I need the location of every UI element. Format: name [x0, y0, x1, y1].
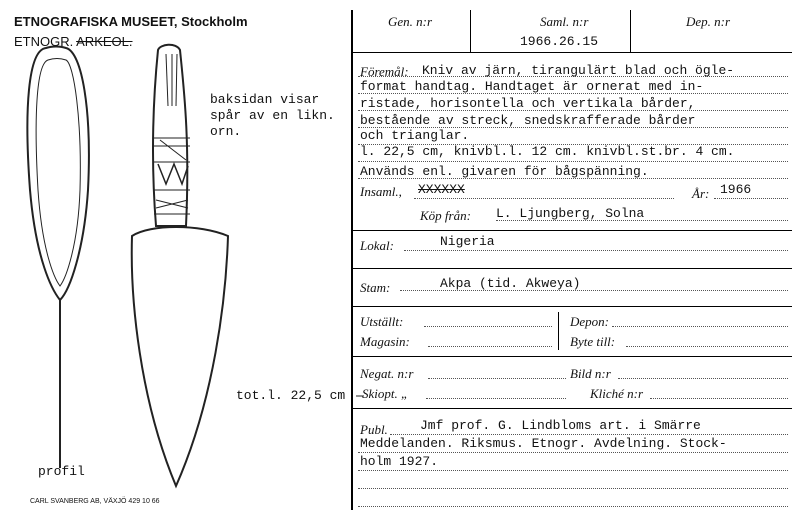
- foremal-line-4: bestående av streck, snedskrafferade bårder: [360, 113, 696, 128]
- department-prefix: ETNOGR.: [14, 34, 74, 49]
- depon-label: Depon:: [570, 314, 609, 329]
- back-note-line-1: baksidan visar: [210, 92, 320, 107]
- ar-value: 1966: [720, 182, 752, 197]
- back-note-line-2: spår av en likn.: [210, 108, 335, 123]
- header-bottom-rule: [352, 52, 792, 53]
- foremal-label: Föremål:: [360, 64, 409, 79]
- profile-loop: [27, 47, 88, 301]
- insaml-label: Insaml.,: [360, 184, 402, 199]
- publ-label: Publ.: [360, 422, 388, 437]
- profile-loop-inner: [36, 59, 80, 287]
- publ-line-1: Jmf prof. G. Lindbloms art. i Smärre: [420, 418, 701, 433]
- header-divider-1: [470, 10, 471, 52]
- ar-label: År:: [692, 186, 710, 201]
- kop-label: Köp från:: [420, 208, 471, 223]
- total-length-note: tot.l. 22,5 cm: [236, 388, 346, 403]
- kop-value: L. Ljungberg, Solna: [496, 206, 645, 221]
- storage-divider: [558, 312, 559, 350]
- skiopt-label: Skiopt. „: [362, 386, 409, 401]
- negat-label: Negat. n:r: [360, 366, 414, 381]
- saml-nr-label: Saml. n:r: [540, 14, 589, 29]
- gen-nr-label: Gen. n:r: [388, 14, 433, 29]
- utstallt-label: Utställt:: [360, 314, 404, 329]
- foremal-line-7: Används enl. givaren för bågspänning.: [360, 164, 649, 179]
- printer-imprint: CARL SVANBERG AB, VÄXJÖ 429 10 66: [30, 498, 160, 505]
- department-struck: ARKEOL.: [76, 34, 133, 49]
- stam-label: Stam:: [360, 280, 391, 295]
- profile-label: profil: [38, 464, 85, 479]
- foremal-line-6: l. 22,5 cm, knivbl.l. 12 cm. knivbl.st.br. 4 cm.: [360, 144, 735, 159]
- front-handle: [153, 45, 187, 226]
- publ-line-2: Meddelanden. Riksmus. Etnogr. Avdelning. Stock-: [360, 436, 727, 451]
- lokal-label: Lokal:: [360, 238, 394, 253]
- saml-nr-value: 1966.26.15: [520, 34, 599, 49]
- back-note-line-3: orn.: [210, 124, 242, 139]
- insaml-value: XXXXXX: [418, 182, 465, 197]
- foremal-line-2: format handtag. Handtaget är ornerat med in-: [360, 79, 704, 94]
- card-left-border: [351, 10, 353, 510]
- foremal-line-1: Kniv av järn, tirangulärt blad och ögle-: [422, 63, 735, 78]
- bild-label: Bild n:r: [570, 366, 611, 381]
- stam-value: Akpa (tid. Akweya): [440, 276, 581, 291]
- lokal-value: Nigeria: [440, 234, 495, 249]
- magasin-label: Magasin:: [360, 334, 410, 349]
- foremal-line-3: ristade, horisontella och vertikala bårder,: [360, 96, 696, 111]
- dep-nr-label: Dep. n:r: [686, 14, 731, 29]
- header-divider-2: [630, 10, 631, 52]
- front-blade: [132, 227, 228, 486]
- foremal-line-5: och trianglar.: [360, 128, 470, 143]
- museum-name: ETNOGRAFISKA MUSEET, Stockholm: [14, 14, 248, 29]
- kliche-label: Kliché n:r: [590, 386, 644, 401]
- byte-label: Byte till:: [570, 334, 616, 349]
- publ-line-3: holm 1927.: [360, 454, 439, 469]
